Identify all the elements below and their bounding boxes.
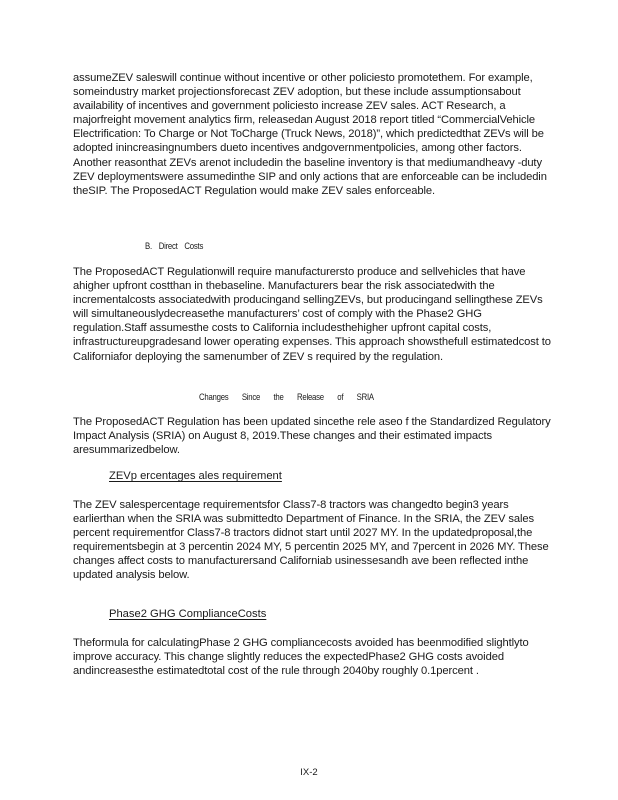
section-heading-changes-since-sria: Changes Since the Release of SRIA (199, 392, 374, 403)
subheading-zev-percentage: ZEVp ercentages ales requirement (109, 470, 282, 482)
paragraph-zev-baseline: assumeZEV saleswill continue without incentive or other policiesto promotethem. For example, someindustry market projectionsforecast ZEV adoption, but these include assumptionsabout availability of incentives and government policiesto increase ZEV sales. ACT Research, a majorfreight movement analytics firm, releasedan August 2018 report titled “CommercialVehicle Electrification: To Charge or Not ToCharge (Truck News, 2018)”, which predictedthat ZEVs will be adopted inincreasingnumbers dueto incentives andgovernmentpolicies, among other factors. Another reasonthat ZEVs arenot includedin the baseline inventory is that mediumandheavy -duty ZEV deploymentswere assumedinthe SIP and only actions that are enforceable can be includedin theSIP. The ProposedACT Regulation would make ZEV sales enforceable. (73, 72, 547, 197)
paragraph-changes-intro: The ProposedACT Regulation has been updated sincethe rele aseo f the Standardized Regulatory Impact Analysis (SRIA) on August 8, 2019.These changes and their estimated impacts aresummarizedbelow. (73, 416, 551, 457)
subheading-phase2-costs: Phase2 GHG ComplianceCosts (109, 608, 267, 620)
paragraph-zev-percentage: The ZEV salespercentage requirementsfor Class7-8 tractors was changedto begin3 years earlierthan when the SRIA was submittedto Department of Finance. In the SRIA, the ZEV sales percent requirementfor Class7-8 tractors didnot start until 2027 MY. In the updatedproposal,the requirementsbegin at 3 percentin 2024 MY, 5 percentin 2025 MY, and 7percent in 2026 MY. These changes affect costs to manufacturersand Californiab usinessesandh ave been reflected inthe updated analysis below. (73, 499, 549, 582)
paragraph-direct-costs: The ProposedACT Regulationwill require manufacturersto produce and sellvehicles that have ahigher upfront costthan in thebaseline. Manufacturers bear the risk associatedwith the incrementalcosts associatedwith producingand sellingZEVs, but producingand sellingthese ZEVs will simultaneouslydecreasethe manufacturers’ cost of comply with the Phase2 GHG regulation.Staff assumesthe costs to California includesthehigher upfront capital costs, infrastructureupgradesand lower operating expenses. This approach showsthefull estimatedcost to Californiafor deploying the samenumber of ZEV s required by the regulation. (73, 266, 551, 363)
paragraph-phase2-costs: Theformula for calculatingPhase 2 GHG compliancecosts avoided has beenmodified slightlyto improve accuracy. This change slightly reduces the expectedPhase2 GHG costs avoided andincreasesthe estimatedtotal cost of the rule through 2040by roughly 0.1percent . (73, 637, 529, 678)
page-number: IX-2 (300, 767, 318, 778)
section-heading-direct-costs: B. Direct Costs (145, 241, 204, 252)
